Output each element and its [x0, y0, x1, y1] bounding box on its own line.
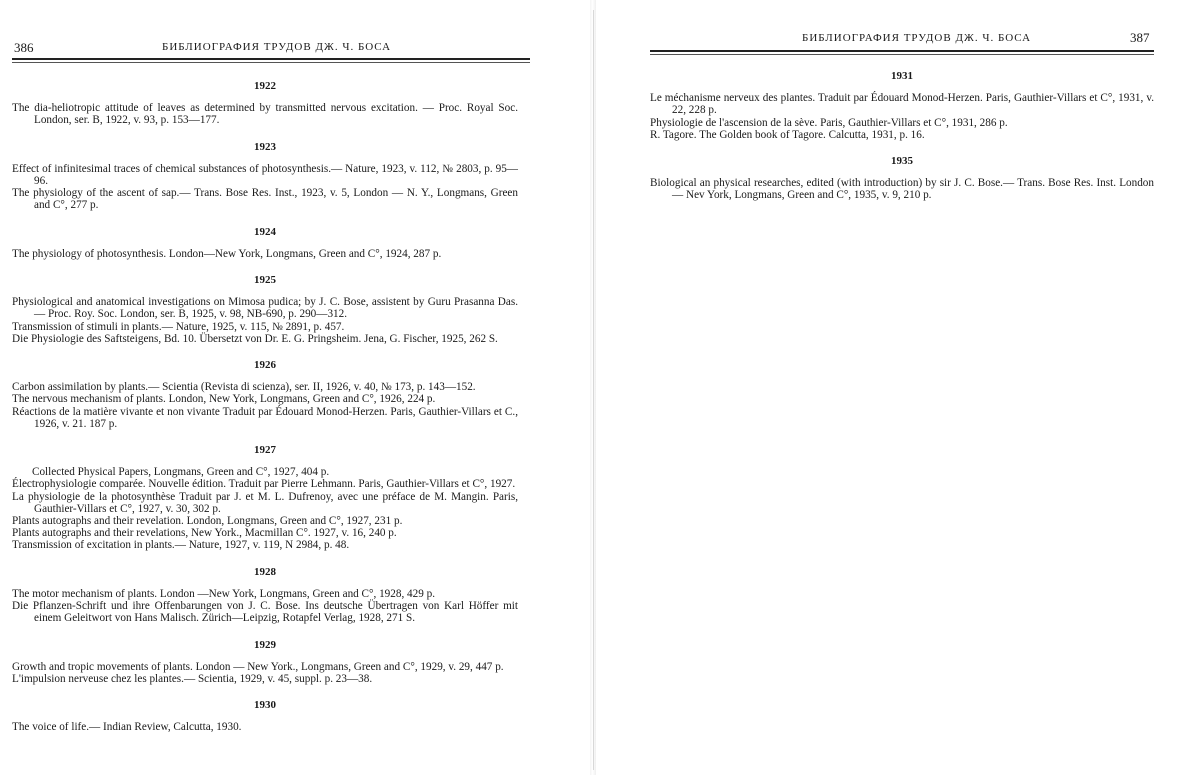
year-heading: 1931	[891, 70, 913, 82]
left-page	[0, 0, 588, 775]
bib-entry: The voice of life.— Indian Review, Calcutta, 1930.	[12, 721, 242, 734]
page-number: 387	[1130, 30, 1150, 45]
running-title: БИБЛИОГРАФИЯ ТРУДОВ ДЖ. Ч. БОСА	[802, 32, 1032, 44]
bib-entry: Transmission of excitation in plants.— Nature, 1927, v. 119, N 2984, p. 48.	[12, 539, 350, 552]
left-page-header	[14, 40, 529, 58]
bib-entry: Biological an physical researches, edited (with introduction) by sir J. C. Bose.— Trans. Bose Res. Inst. London — Nev York, Longmans, Green and C°, 1935, v. 9, 210 p.	[650, 177, 1154, 202]
header-rule	[12, 58, 530, 60]
bib-entry: The dia-heliotropic attitude of leaves as determined by transmitted nervous excitation. — Proc. Royal Soc. London, ser. B, 1922, v. 93, p. 153—177.	[12, 102, 518, 127]
header-rule-thin	[650, 54, 1154, 55]
right-bibliography	[650, 70, 1154, 202]
bib-entry: Physiologie de l'ascension de la sève. Paris, Gauthier-Villars et C°, 1931, 286 p.	[650, 116, 1008, 129]
bib-entry: L'impulsion nerveuse chez les plantes.— Scientia, 1929, v. 45, suppl. p. 23—38.	[12, 672, 373, 685]
right-page-header	[652, 30, 1152, 48]
bib-entry: R. Tagore. The Golden book of Tagore. Calcutta, 1931, p. 16.	[650, 128, 925, 141]
year-heading: 1929	[254, 638, 276, 651]
year-heading: 1923	[254, 140, 276, 153]
bib-entry: The motor mechanism of plants. London —New York, Longmans, Green and C°, 1928, 429 p.	[12, 587, 436, 600]
bib-entry: Plants autographs and their revelations, New York., Macmillan C°. 1927, v. 16, 240 p.	[12, 527, 397, 540]
year-heading: 1924	[254, 225, 276, 238]
header-rule	[650, 50, 1154, 52]
bib-entry: Growth and tropic movements of plants. London — New York., Longmans, Green and C°, 1929, v. 29, 447 p.	[12, 660, 504, 673]
bib-entry: Plants autographs and their revelation. London, Longmans, Green and C°, 1927, 231 p.	[12, 515, 403, 528]
bib-entry: The nervous mechanism of plants. London, New York, Longmans, Green and C°, 1926, 224 p.	[12, 393, 436, 406]
bib-entry: Carbon assimilation by plants.— Scientia (Revista di scienza), ser. II, 1926, v. 40, № 173, p. 143—152.	[12, 381, 476, 394]
year-heading: 1926	[254, 359, 276, 372]
bib-entry: Transmission of stimuli in plants.— Nature, 1925, v. 115, № 2891, p. 457.	[12, 320, 345, 333]
year-heading: 1930	[254, 699, 276, 712]
bib-entry: Die Physiologie des Saftsteigens, Bd. 10. Übersetzt von Dr. E. G. Pringsheim. Jena, G. Fischer, 1925, 262 S.	[12, 332, 498, 345]
bib-entry: The physiology of photosynthesis. London—New York, Longmans, Green and C°, 1924, 287 p.	[12, 247, 442, 260]
bib-entry: The physiology of the ascent of sap.— Trans. Bose Res. Inst., 1923, v. 5, London — N. Y., Longmans, Green and C°, 277 p.	[12, 187, 518, 212]
year-heading: 1935	[891, 155, 913, 168]
header-rule-thin	[12, 62, 530, 63]
page-number: 386	[14, 40, 34, 55]
year-heading: 1922	[254, 80, 276, 92]
bib-entry: Physiological and anatomical investigations on Mimosa pudica; by J. C. Bose, assistent by Guru Prasanna Das.— Proc. Roy. Soc. London, ser. B, 1925, v. 98, NB-690, p. 290—312.	[12, 296, 518, 321]
gutter-fold	[593, 10, 594, 770]
year-heading: 1925	[254, 274, 276, 287]
bib-entry: Die Pflanzen-Schrift und ihre Offenbarungen von J. C. Bose. Ins deutsche Übertragen von Karl Höffer mit einem Geleitwort von Hans Malisch. Zürich—Leipzig, Rotapfel Verlag, 1928, 271 S.	[12, 600, 518, 625]
running-title: БИБЛИОГРАФИЯ ТРУДОВ ДЖ. Ч. БОСА	[162, 41, 392, 53]
bib-entry: Réactions de la matière vivante et non vivante Traduit par Édouard Monod-Herzen. Paris, Gauthier-Villars et C., 1926, v. 21. 187 p.	[12, 405, 518, 430]
bib-entry: La physiologie de la photosynthèse Traduit par J. et M. L. Dufrenoy, avec une préface de M. Mangin. Paris, Gauthier-Villars et C°, 1927, v. 30, 302 p.	[12, 490, 518, 515]
bib-entry: Collected Physical Papers, Longmans, Green and C°, 1927, 404 p.	[32, 466, 330, 479]
year-heading: 1927	[254, 444, 276, 457]
bib-entry: Le méchanisme nerveux des plantes. Traduit par Édouard Monod-Herzen. Paris, Gauthier-Villars et C°, 1931, v. 22, 228 p.	[650, 92, 1154, 117]
left-bibliography	[12, 80, 518, 734]
bib-entry: Électrophysiologie comparée. Nouvelle édition. Traduit par Pierre Lehmann. Paris, Gauthier-Villars et C°, 1927.	[12, 478, 516, 491]
year-heading: 1928	[254, 565, 276, 578]
right-page	[600, 0, 1200, 775]
bib-entry: Effect of infinitesimal traces of chemical substances of photosynthesis.— Nature, 1923, v. 112, № 2803, p. 95—96.	[12, 162, 518, 188]
